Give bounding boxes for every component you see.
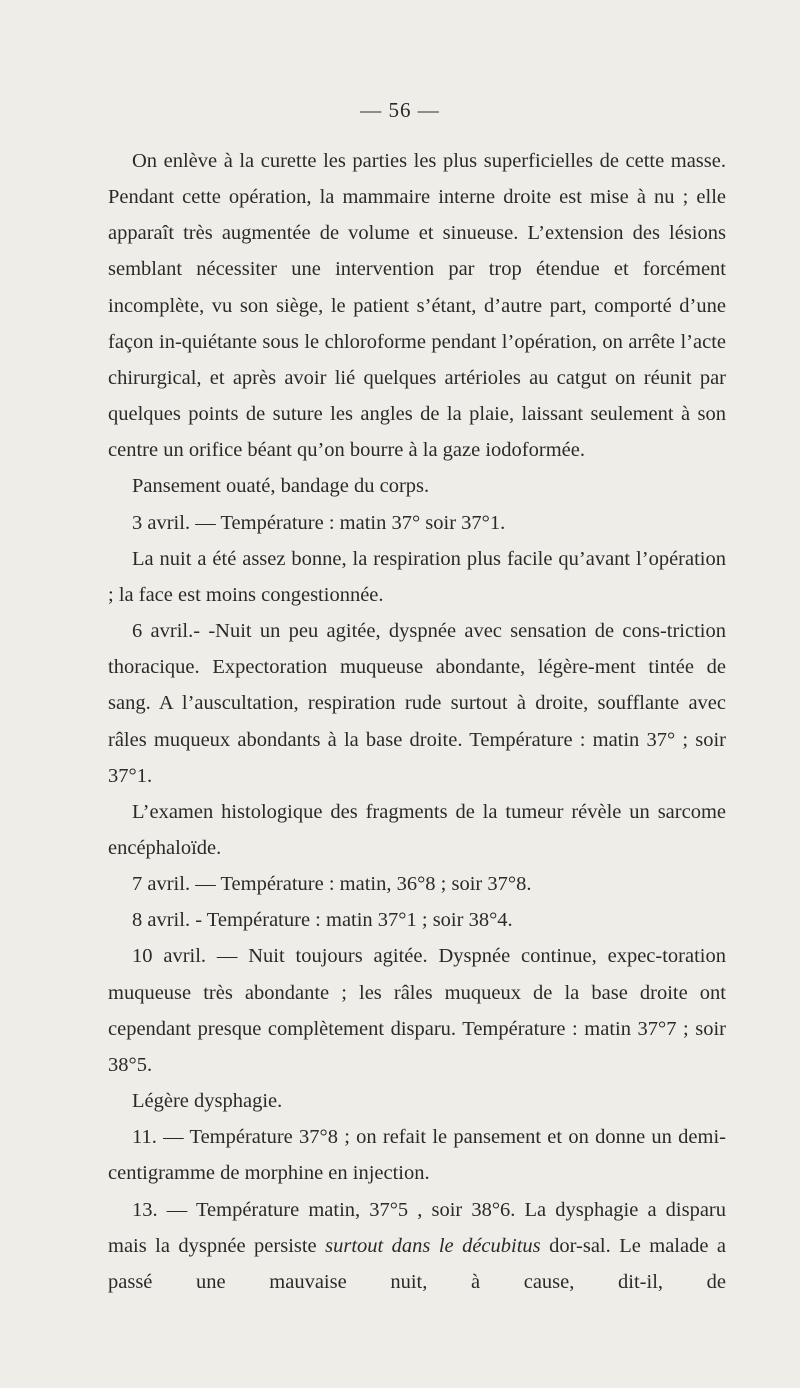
paragraph-dysphagie: Légère dysphagie. — [132, 1090, 283, 1113]
paragraph-6-avril: 6 avril.- -Nuit un peu agitée, dyspnée avec sensation de cons-triction thoracique. Expectoration muqueuse abondante, légère-ment tintée de sang. A l’auscultation, respiration rude surtout à droite, soufflante avec râles muqueux abondants à la base droite. Température : matin 37° ; soir 37°1. — [108, 620, 726, 787]
page-number: — 56 — — [360, 98, 440, 122]
paragraph-13-italic: surtout dans le décubitus — [325, 1234, 541, 1257]
paragraph-13-end: dor-sal. Le malade a passé une mauvaise nuit, à cause, dit-il, de — [108, 1234, 726, 1293]
paragraph-7-avril: 7 avril. — Température : matin, 36°8 ; soir 37°8. — [132, 873, 532, 896]
paragraph-pansement: Pansement ouaté, bandage du corps. — [132, 475, 430, 498]
body-text — [108, 143, 726, 1300]
paragraph-nuit-bonne: La nuit a été assez bonne, la respiration plus facile qu’avant l’opération ; la face est moins congestionnée. — [108, 547, 726, 606]
paragraph-13-start: 13. — Température matin, 37°5 , soir 38°6. La dysphagie a disparu mais la dyspnée persiste — [108, 1198, 726, 1257]
paragraph-11: 11. — Température 37°8 ; on refait le pansement et on donne un demi-centigramme de morphine en injection. — [108, 1126, 726, 1185]
paragraph-3-avril: 3 avril. — Température : matin 37° soir 37°1. — [132, 511, 506, 534]
paragraph-10-avril: 10 avril. — Nuit toujours agitée. Dyspnée continue, expec-toration muqueuse très abondante ; les râles muqueux de la base droite ont cependant presque complètement disparu. Température : matin 37°7 ; soir 38°5. — [108, 945, 726, 1076]
paragraph-8-avril: 8 avril. - Température : matin 37°1 ; soir 38°4. — [132, 909, 513, 932]
paragraph-curette: On enlève à la curette les parties les plus superficielles de cette masse. Pendant cette opération, la mammaire interne droite est mise à nu ; elle apparaît très augmentée de volume et sinueuse. L’extension des lésions semblant nécessiter une intervention par trop étendue et forcément incomplète, vu son siège, le patient s’étant, d’autre part, comporté d’une façon in-quiétante sous le chloroforme pendant l’opération, on arrête l’acte chirurgical, et après avoir lié quelques artérioles au catgut on réunit par quelques points de suture les angles de la plaie, laissant seulement à son centre un orifice béant qu’on bourre à la gaze iodoformée. — [108, 150, 726, 462]
paragraph-examen-histologique: L’examen histologique des fragments de la tumeur révèle un sarcome encéphaloïde. — [108, 800, 726, 859]
paragraph-13 — [108, 1192, 726, 1300]
